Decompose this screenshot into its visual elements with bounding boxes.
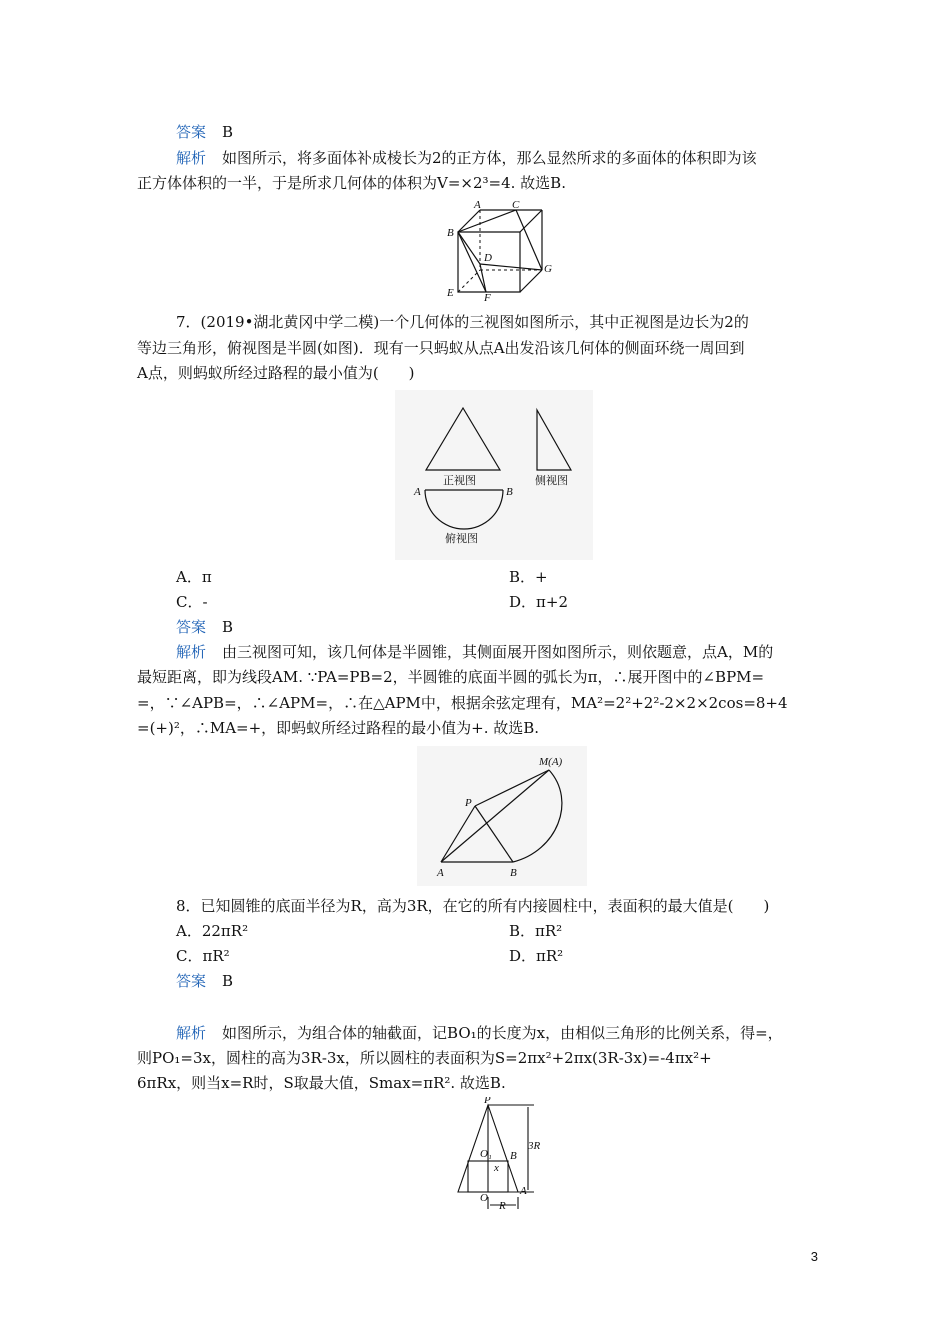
cone-label: O [480,1192,488,1204]
option-d: D．π+2 [509,593,568,611]
analysis-line: 解析 如图所示，将多面体补成棱长为2的正方体，那么显然所求的多面体的体积即为该 [176,149,757,167]
point-a-label: A [414,486,421,498]
answer-line-3 [176,970,233,992]
answer-line-1 [176,121,233,143]
cube-label: E [447,287,454,299]
unfold-label: A [437,867,444,879]
option-a: A．22πR² [176,922,249,940]
question-7-stem: A点，则蚂蚁所经过路程的最小值为( ) [137,364,415,382]
analysis-line: 则PO₁=3x，圆柱的高为3R-3x，所以圆柱的表面积为S=2πx²+2πx(3R-3x)=-4πx²+ [137,1049,712,1067]
analysis-line: 最短距离，即为线段AM. ∵PA=PB=2，半圆锥的底面半圆的弧长为π，∴展开图中的∠BPM= [137,668,765,686]
option-a: A．π [176,568,212,586]
cone-figure [448,1097,540,1215]
top-view-label: 俯视图 [445,532,478,545]
unfold-label: M(A) [539,756,563,768]
three-view-figure [395,390,593,560]
cube-label: B [447,227,454,239]
unfold-figure [417,746,587,886]
option-c: C．- [176,593,208,611]
cone-label: A [520,1185,527,1197]
answer-line-2 [176,616,233,638]
answer-value: B [222,618,234,636]
option-b: B．+ [509,568,548,586]
answer-value: B [222,123,234,141]
cone-label: P [484,1097,491,1106]
point-b-label: B [506,486,513,498]
analysis-label: 解析 [176,149,207,167]
side-view-label: 侧视图 [535,474,568,487]
cube-figure [444,198,552,302]
unfold-label: P [465,797,472,809]
analysis-label: 解析 [176,1024,207,1042]
analysis-line: =，∵∠APB=，∴∠APM=，∴在△APM中，根据余弦定理有，MA²=2²+2²-2×2×2cos=8+4 [137,694,788,712]
answer-label: 答案 [176,618,207,636]
analysis-line: 6πRx，则当x=R时，S取最大值，Smax=πR². 故选B. [137,1074,506,1092]
option-c: C．πR² [176,947,230,965]
analysis-line: 解析 如图所示，为组合体的轴截面，记BO₁的长度为x，由相似三角形的比例关系，得=， [176,1024,783,1042]
option-b: B．πR² [509,922,563,940]
answer-value: B [222,972,234,990]
answer-label: 答案 [176,123,207,141]
cube-label: A [474,199,481,211]
cone-label: R [499,1200,506,1212]
unfold-label: B [510,867,517,879]
cube-label: D [484,252,492,264]
analysis-line: =(+)²，∴MA=+，即蚂蚁所经过路程的最小值为+. 故选B. [137,719,540,737]
front-view-label: 正视图 [443,474,476,487]
cone-label: O₁ [480,1148,492,1160]
question-8-stem: 8．已知圆锥的底面半径为R，高为3R，在它的所有内接圆柱中，表面积的最大值是( ) [176,897,770,915]
option-d: D．πR² [509,947,564,965]
cone-label: B [510,1150,517,1162]
question-7-stem: 等边三角形，俯视图是半圆(如图)．现有一只蚂蚁从点A出发沿该几何体的侧面环绕一周回到 [137,339,745,357]
cone-label: x [494,1162,499,1174]
cone-label: 3R [528,1140,540,1152]
analysis-label: 解析 [176,643,207,661]
analysis-line: 正方体体积的一半，于是所求几何体的体积为V=×2³=4. 故选B. [137,174,566,192]
analysis-line: 解析 由三视图可知，该几何体是半圆锥，其侧面展开图如图所示，则依题意，点A，M的 [176,643,774,661]
answer-label: 答案 [176,972,207,990]
cube-label: C [512,199,520,211]
cube-label: G [544,263,552,275]
question-7-stem: 7．(2019•湖北黄冈中学二模)一个几何体的三视图如图所示，其中正视图是边长为2的 [176,313,749,331]
cube-label: F [484,292,491,302]
page-number: 3 [810,1249,818,1264]
